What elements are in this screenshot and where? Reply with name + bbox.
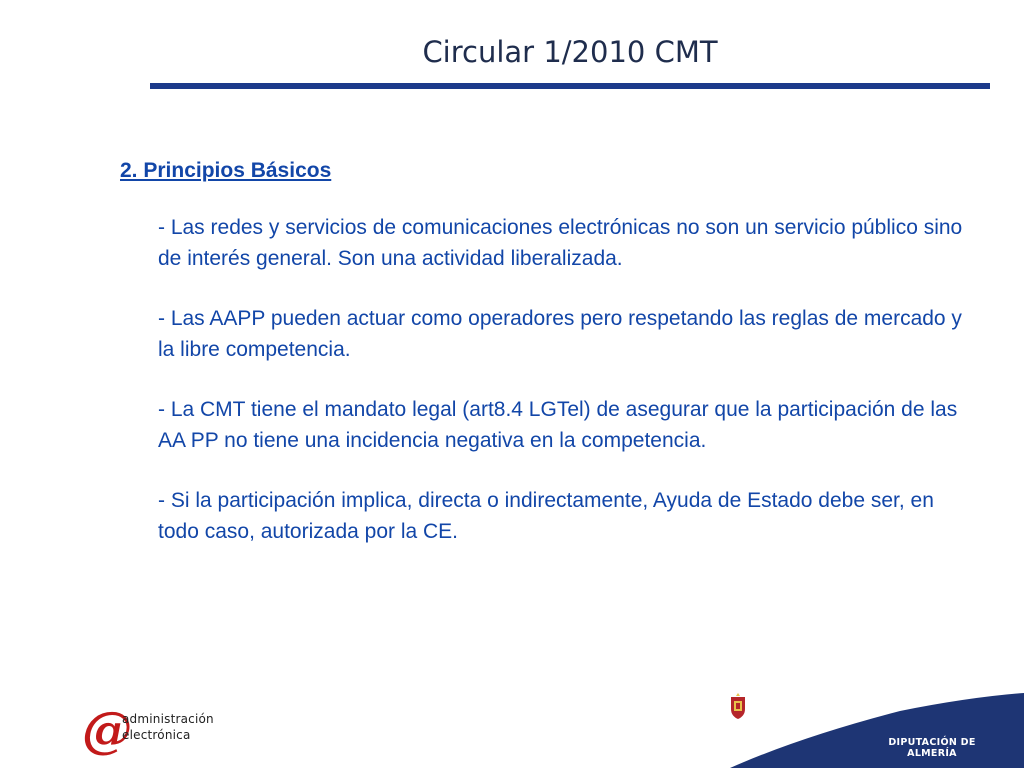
coat-of-arms-icon — [730, 693, 746, 719]
slide-content — [120, 156, 980, 577]
logo-line-1: administración — [122, 712, 214, 726]
bullet-item: - Si la participación implica, directa o indirectamente, Ayuda de Estado debe ser, en todo caso, autorizada por la CE. — [158, 489, 934, 543]
bullet-list — [120, 213, 980, 547]
bullet-item: - Las AAPP pueden actuar como operadores pero respetando las reglas de mercado y la libre competencia. — [158, 307, 962, 361]
section-heading: 2. Principios Básicos — [120, 159, 332, 182]
slide-title: Circular 1/2010 CMT — [422, 35, 718, 69]
administracion-electronica-logo — [82, 700, 242, 760]
diputacion-label: DIPUTACIÓN DE ALMERÍA — [888, 737, 976, 759]
at-sign-icon: @ — [82, 700, 132, 759]
title-divider — [150, 83, 990, 89]
logo-text — [122, 711, 252, 743]
logo-line-2: electrónica — [122, 728, 191, 742]
bullet-item: - Las redes y servicios de comunicaciones electrónicas no son un servicio público sino de interés general. Son una actividad liberalizada. — [158, 216, 963, 270]
diputacion-almeria-band — [730, 693, 1024, 768]
bullet-item: - La CMT tiene el mandato legal (art8.4 LGTel) de asegurar que la participación de las AA PP no tiene una incidencia negativa en la competencia. — [158, 398, 958, 452]
